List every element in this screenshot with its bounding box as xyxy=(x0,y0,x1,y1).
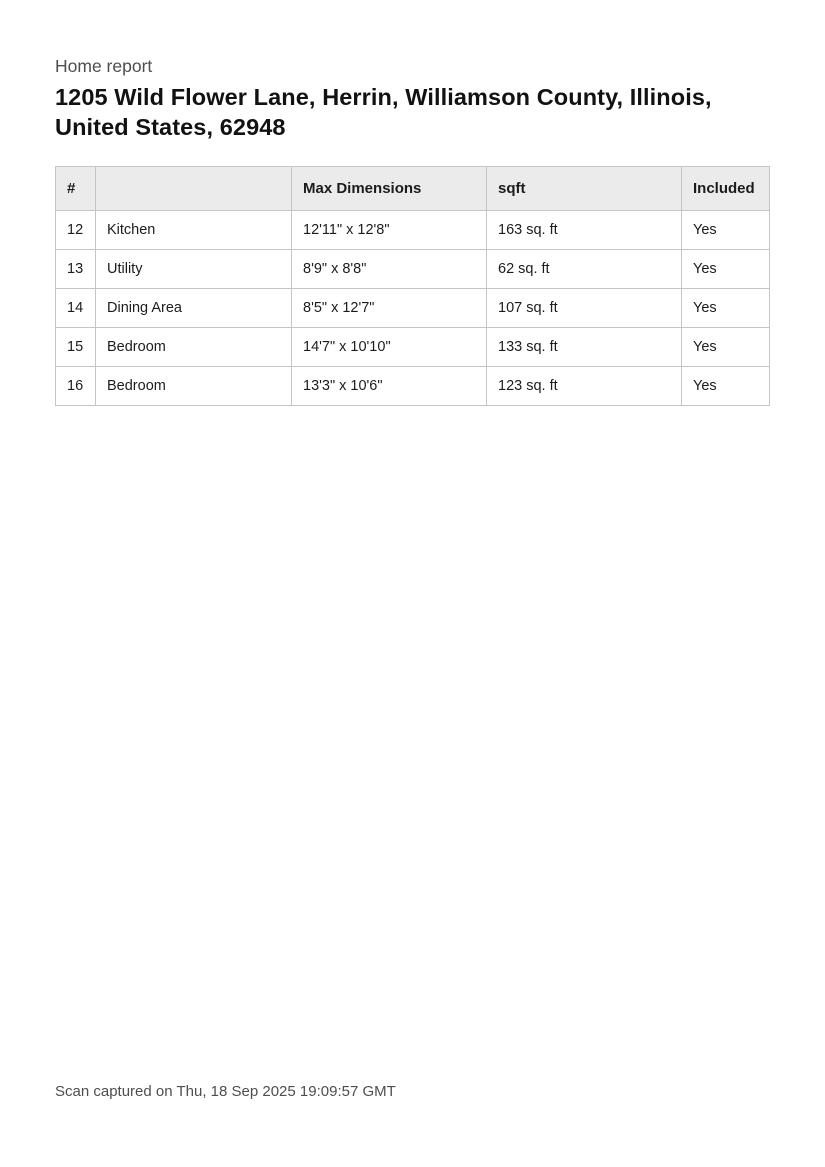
cell-sqft: 123 sq. ft xyxy=(487,367,682,406)
column-header-sqft: sqft xyxy=(487,167,682,211)
table-row xyxy=(56,328,770,367)
table-row xyxy=(56,211,770,250)
cell-included: Yes xyxy=(682,328,770,367)
column-header-max-dimensions: Max Dimensions xyxy=(292,167,487,211)
rooms-table-body xyxy=(56,211,770,406)
cell-max-dimensions: 12'11" x 12'8" xyxy=(292,211,487,250)
column-header-number: # xyxy=(56,167,96,211)
cell-max-dimensions: 8'5" x 12'7" xyxy=(292,289,487,328)
cell-max-dimensions: 14'7" x 10'10" xyxy=(292,328,487,367)
cell-included: Yes xyxy=(682,211,770,250)
cell-sqft: 133 sq. ft xyxy=(487,328,682,367)
page-title-address: 1205 Wild Flower Lane, Herrin, Williamson County, Illinois, United States, 62948 xyxy=(55,84,712,140)
cell-number: 13 xyxy=(56,250,96,289)
table-row xyxy=(56,367,770,406)
cell-number: 14 xyxy=(56,289,96,328)
report-type-label: Home report xyxy=(55,56,153,76)
cell-number: 12 xyxy=(56,211,96,250)
rooms-table-header xyxy=(56,167,770,211)
cell-room: Bedroom xyxy=(96,367,292,406)
cell-room: Dining Area xyxy=(96,289,292,328)
rooms-table xyxy=(55,166,770,406)
cell-number: 16 xyxy=(56,367,96,406)
cell-sqft: 107 sq. ft xyxy=(487,289,682,328)
header-row xyxy=(56,167,770,211)
cell-max-dimensions: 8'9" x 8'8" xyxy=(292,250,487,289)
table-row xyxy=(56,289,770,328)
cell-included: Yes xyxy=(682,289,770,328)
cell-max-dimensions: 13'3" x 10'6" xyxy=(292,367,487,406)
cell-sqft: 62 sq. ft xyxy=(487,250,682,289)
cell-included: Yes xyxy=(682,367,770,406)
cell-included: Yes xyxy=(682,250,770,289)
cell-room: Bedroom xyxy=(96,328,292,367)
column-header-included: Included xyxy=(682,167,770,211)
cell-room: Kitchen xyxy=(96,211,292,250)
column-header-room xyxy=(96,167,292,211)
cell-room: Utility xyxy=(96,250,292,289)
cell-number: 15 xyxy=(56,328,96,367)
table-row xyxy=(56,250,770,289)
scan-timestamp: Scan captured on Thu, 18 Sep 2025 19:09:57 GMT xyxy=(55,1083,396,1100)
cell-sqft: 163 sq. ft xyxy=(487,211,682,250)
